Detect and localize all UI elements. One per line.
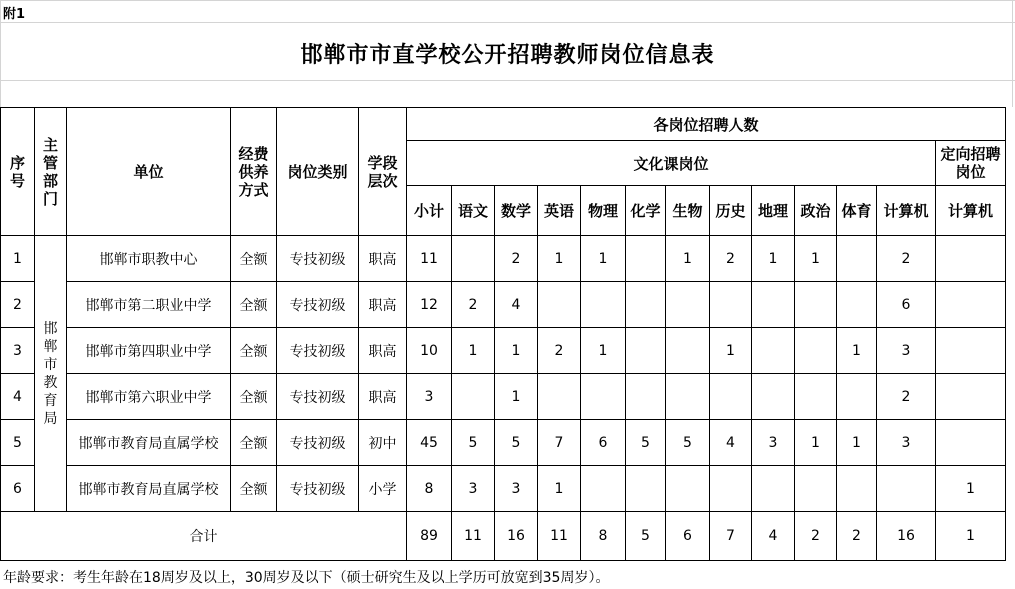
count-cell: 1 (666, 236, 710, 282)
row-seq: 3 (1, 328, 35, 374)
total-count-cell: 89 (407, 512, 452, 561)
count-cell (626, 328, 666, 374)
count-cell (581, 374, 626, 420)
count-cell: 5 (452, 420, 495, 466)
header-post-type: 岗位类别 (277, 108, 359, 236)
count-cell (795, 374, 837, 420)
subject-header: 地理 (752, 186, 795, 236)
total-count-cell: 6 (666, 512, 710, 561)
row-unit: 邯郸市第六职业中学 (67, 374, 231, 420)
count-cell (837, 236, 877, 282)
age-requirement-note: 年龄要求：考生年龄在18周岁及以上，30周岁及以下（硕士研究生及以上学历可放宽到35周岁）。 (3, 570, 610, 586)
row-level: 职高 (359, 282, 407, 328)
count-cell: 3 (452, 466, 495, 512)
count-cell: 6 (877, 282, 936, 328)
subject-header: 生物 (666, 186, 710, 236)
count-cell: 6 (581, 420, 626, 466)
table-row (1, 374, 1006, 420)
count-cell: 2 (877, 236, 936, 282)
row-funding: 全额 (231, 282, 277, 328)
row-seq: 2 (1, 282, 35, 328)
count-cell: 3 (407, 374, 452, 420)
count-cell (538, 374, 581, 420)
count-cell (666, 466, 710, 512)
count-cell: 5 (495, 420, 538, 466)
count-cell: 1 (795, 236, 837, 282)
table-row (1, 328, 1006, 374)
count-cell: 1 (452, 328, 495, 374)
row-unit: 邯郸市第四职业中学 (67, 328, 231, 374)
gridline (0, 22, 1015, 23)
row-funding: 全额 (231, 374, 277, 420)
row-unit: 邯郸市职教中心 (67, 236, 231, 282)
row-post-type: 专技初级 (277, 374, 359, 420)
count-cell: 1 (752, 236, 795, 282)
row-funding: 全额 (231, 236, 277, 282)
subject-header: 物理 (581, 186, 626, 236)
subject-header: 计算机 (877, 186, 936, 236)
gridline (0, 0, 1015, 1)
count-cell: 5 (626, 420, 666, 466)
count-cell: 1 (538, 466, 581, 512)
subject-header: 英语 (538, 186, 581, 236)
total-count-cell: 11 (452, 512, 495, 561)
directed-cell: 1 (936, 466, 1006, 512)
count-cell (452, 374, 495, 420)
count-cell (752, 328, 795, 374)
row-unit: 邯郸市教育局直属学校 (67, 420, 231, 466)
row-seq: 4 (1, 374, 35, 420)
count-cell: 8 (407, 466, 452, 512)
count-cell (752, 282, 795, 328)
count-cell: 2 (452, 282, 495, 328)
count-cell (581, 282, 626, 328)
count-cell (877, 466, 936, 512)
subject-header: 政治 (795, 186, 837, 236)
subject-header: 数学 (495, 186, 538, 236)
subject-header: 历史 (710, 186, 752, 236)
recruitment-table (0, 107, 1006, 561)
row-level: 职高 (359, 328, 407, 374)
count-cell (452, 236, 495, 282)
count-cell (795, 328, 837, 374)
count-cell: 1 (495, 328, 538, 374)
row-post-type: 专技初级 (277, 328, 359, 374)
header-unit: 单位 (67, 108, 231, 236)
count-cell: 12 (407, 282, 452, 328)
count-cell: 5 (666, 420, 710, 466)
header-funding: 经费供养方式 (231, 108, 277, 236)
row-level: 初中 (359, 420, 407, 466)
row-unit: 邯郸市教育局直属学校 (67, 466, 231, 512)
department-cell: 邯郸市教育局 (35, 236, 67, 512)
count-cell: 1 (581, 328, 626, 374)
table-row (1, 466, 1006, 512)
count-cell: 3 (877, 420, 936, 466)
subject-header: 化学 (626, 186, 666, 236)
count-cell: 3 (752, 420, 795, 466)
table-body (1, 108, 1006, 561)
count-cell (666, 328, 710, 374)
row-level: 小学 (359, 466, 407, 512)
directed-cell (936, 420, 1006, 466)
table-title: 邯郸市市直学校公开招聘教师岗位信息表 (300, 42, 715, 68)
count-cell: 1 (710, 328, 752, 374)
count-cell: 1 (795, 420, 837, 466)
count-cell (710, 282, 752, 328)
table-row (1, 236, 1006, 282)
count-cell: 2 (710, 236, 752, 282)
row-level: 职高 (359, 236, 407, 282)
count-cell (795, 466, 837, 512)
count-cell (837, 282, 877, 328)
header-dept: 主管部门 (35, 108, 67, 236)
row-funding: 全额 (231, 328, 277, 374)
header-directed-posts: 定向招聘岗位 (936, 141, 1006, 186)
row-post-type: 专技初级 (277, 466, 359, 512)
row-unit: 邯郸市第二职业中学 (67, 282, 231, 328)
count-cell: 4 (710, 420, 752, 466)
attachment-tag: 附1 (3, 7, 26, 22)
total-label: 合计 (1, 512, 407, 561)
count-cell: 1 (538, 236, 581, 282)
header-recruit-total: 各岗位招聘人数 (407, 108, 1006, 141)
count-cell (666, 374, 710, 420)
total-count-cell: 4 (752, 512, 795, 561)
count-cell (837, 466, 877, 512)
header-culture-posts: 文化课岗位 (407, 141, 936, 186)
row-post-type: 专技初级 (277, 282, 359, 328)
count-cell (752, 374, 795, 420)
total-count-cell: 2 (837, 512, 877, 561)
count-cell (752, 466, 795, 512)
row-post-type: 专技初级 (277, 236, 359, 282)
count-cell: 2 (877, 374, 936, 420)
count-cell (626, 466, 666, 512)
count-cell (626, 374, 666, 420)
directed-subject-header: 计算机 (936, 186, 1006, 236)
count-cell: 2 (495, 236, 538, 282)
count-cell: 7 (538, 420, 581, 466)
table-row (1, 282, 1006, 328)
row-seq: 6 (1, 466, 35, 512)
directed-cell (936, 328, 1006, 374)
directed-cell (936, 282, 1006, 328)
count-cell (710, 374, 752, 420)
total-count-cell: 2 (795, 512, 837, 561)
directed-cell (936, 374, 1006, 420)
count-cell (666, 282, 710, 328)
count-cell (710, 466, 752, 512)
row-funding: 全额 (231, 420, 277, 466)
count-cell: 10 (407, 328, 452, 374)
header-level: 学段层次 (359, 108, 407, 236)
count-cell: 45 (407, 420, 452, 466)
count-cell: 1 (495, 374, 538, 420)
count-cell: 1 (837, 328, 877, 374)
count-cell (837, 374, 877, 420)
subject-header: 语文 (452, 186, 495, 236)
header-seq: 序号 (1, 108, 35, 236)
count-cell (538, 282, 581, 328)
row-seq: 5 (1, 420, 35, 466)
total-row (1, 512, 1006, 561)
total-count-cell: 7 (710, 512, 752, 561)
count-cell: 3 (495, 466, 538, 512)
row-level: 职高 (359, 374, 407, 420)
row-seq: 1 (1, 236, 35, 282)
table-row (1, 420, 1006, 466)
count-cell: 2 (538, 328, 581, 374)
count-cell (795, 282, 837, 328)
count-cell: 3 (877, 328, 936, 374)
total-directed-cell: 1 (936, 512, 1006, 561)
row-funding: 全额 (231, 466, 277, 512)
count-cell: 4 (495, 282, 538, 328)
count-cell: 1 (837, 420, 877, 466)
count-cell: 11 (407, 236, 452, 282)
total-count-cell: 8 (581, 512, 626, 561)
total-count-cell: 5 (626, 512, 666, 561)
count-cell: 1 (581, 236, 626, 282)
count-cell (626, 236, 666, 282)
gridline (0, 80, 1015, 81)
row-post-type: 专技初级 (277, 420, 359, 466)
directed-cell (936, 236, 1006, 282)
total-count-cell: 16 (877, 512, 936, 561)
count-cell (626, 282, 666, 328)
subject-header: 小计 (407, 186, 452, 236)
count-cell (581, 466, 626, 512)
total-count-cell: 16 (495, 512, 538, 561)
total-count-cell: 11 (538, 512, 581, 561)
subject-header: 体育 (837, 186, 877, 236)
